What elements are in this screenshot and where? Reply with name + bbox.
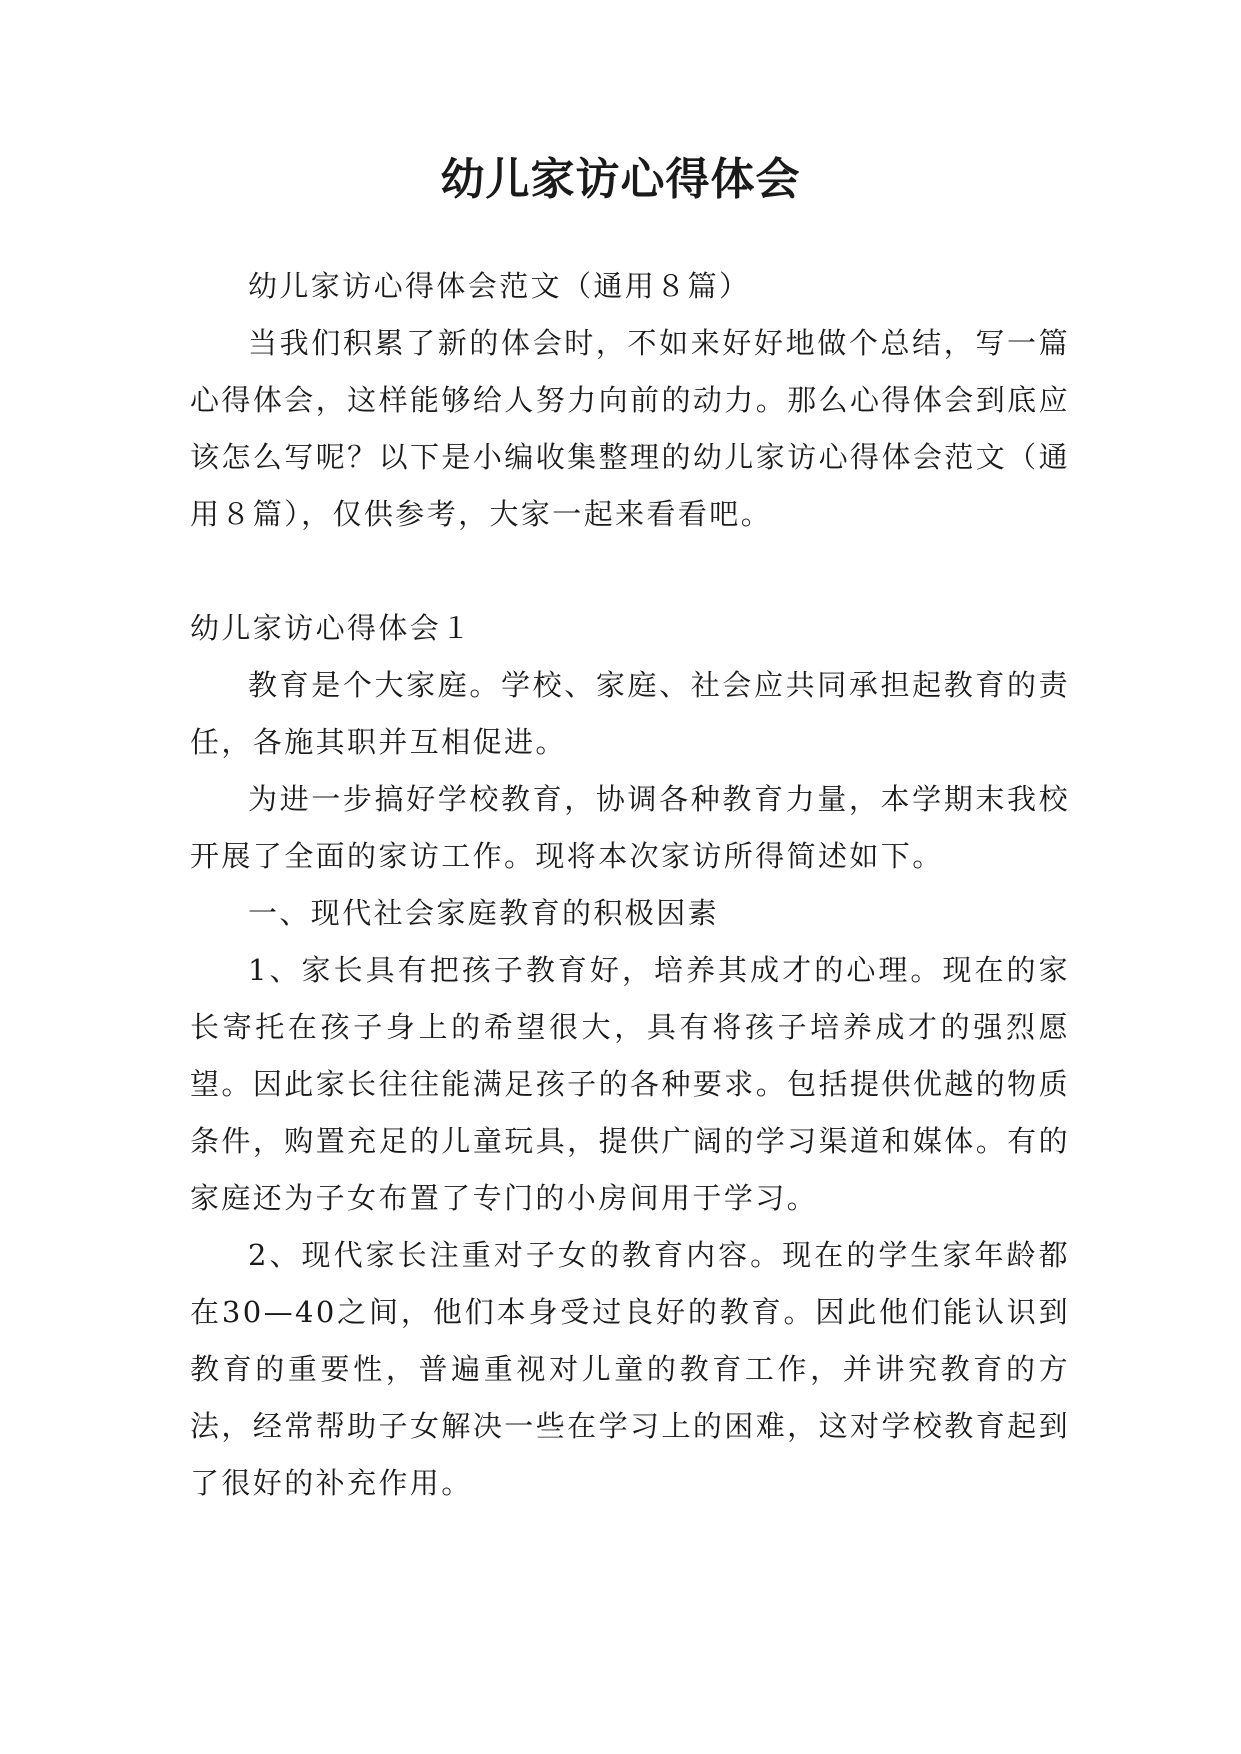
section-paragraph-4: 2、现代家长注重对子女的教育内容。现在的学生家年龄都在30—40之间，他们本身受过良好的教育。因此他们能认识到教育的重要性，普遍重视对儿童的教育工作，并讲究教育的方法，经常帮助子女解决一些在学习上的困难，这对学校教育起到了很好的补充作用。 [190,1238,1070,1500]
intro-paragraph: 当我们积累了新的体会时，不如来好好地做个总结，写一篇心得体会，这样能够给人努力向前的动力。那么心得体会到底应该怎么写呢？以下是小编收集整理的幼儿家访心得体会范文（通用８篇），仅供参考，大家一起来看看吧。 [190,326,1070,531]
section-spacer [190,543,1070,600]
document-body [190,258,1070,1512]
document-title: 幼儿家访心得体会 [440,154,801,205]
section-paragraph-1: 教育是个大家庭。学校、家庭、社会应共同承担起教育的责任，各施其职并互相促进。 [190,668,1070,759]
section-subheading: 一、现代社会家庭教育的积极因素 [248,896,720,930]
section-paragraph-3: 1、家长具有把孩子教育好，培养其成才的心理。现在的家长寄托在孩子身上的希望很大，具有将孩子培养成才的强烈愿望。因此家长往往能满足孩子的各种要求。包括提供优越的物质条件，购置充足的儿童玩具，提供广阔的学习渠道和媒体。有的家庭还为子女布置了专门的小房间用于学习。 [190,953,1070,1215]
section-paragraph-2: 为进一步搞好学校教育，协调各种教育力量，本学期末我校开展了全面的家访工作。现将本次家访所得简述如下。 [190,782,1070,873]
intro-subtitle: 幼儿家访心得体会范文（通用８篇） [248,269,751,303]
section-heading: 幼儿家访心得体会１ [190,611,473,645]
